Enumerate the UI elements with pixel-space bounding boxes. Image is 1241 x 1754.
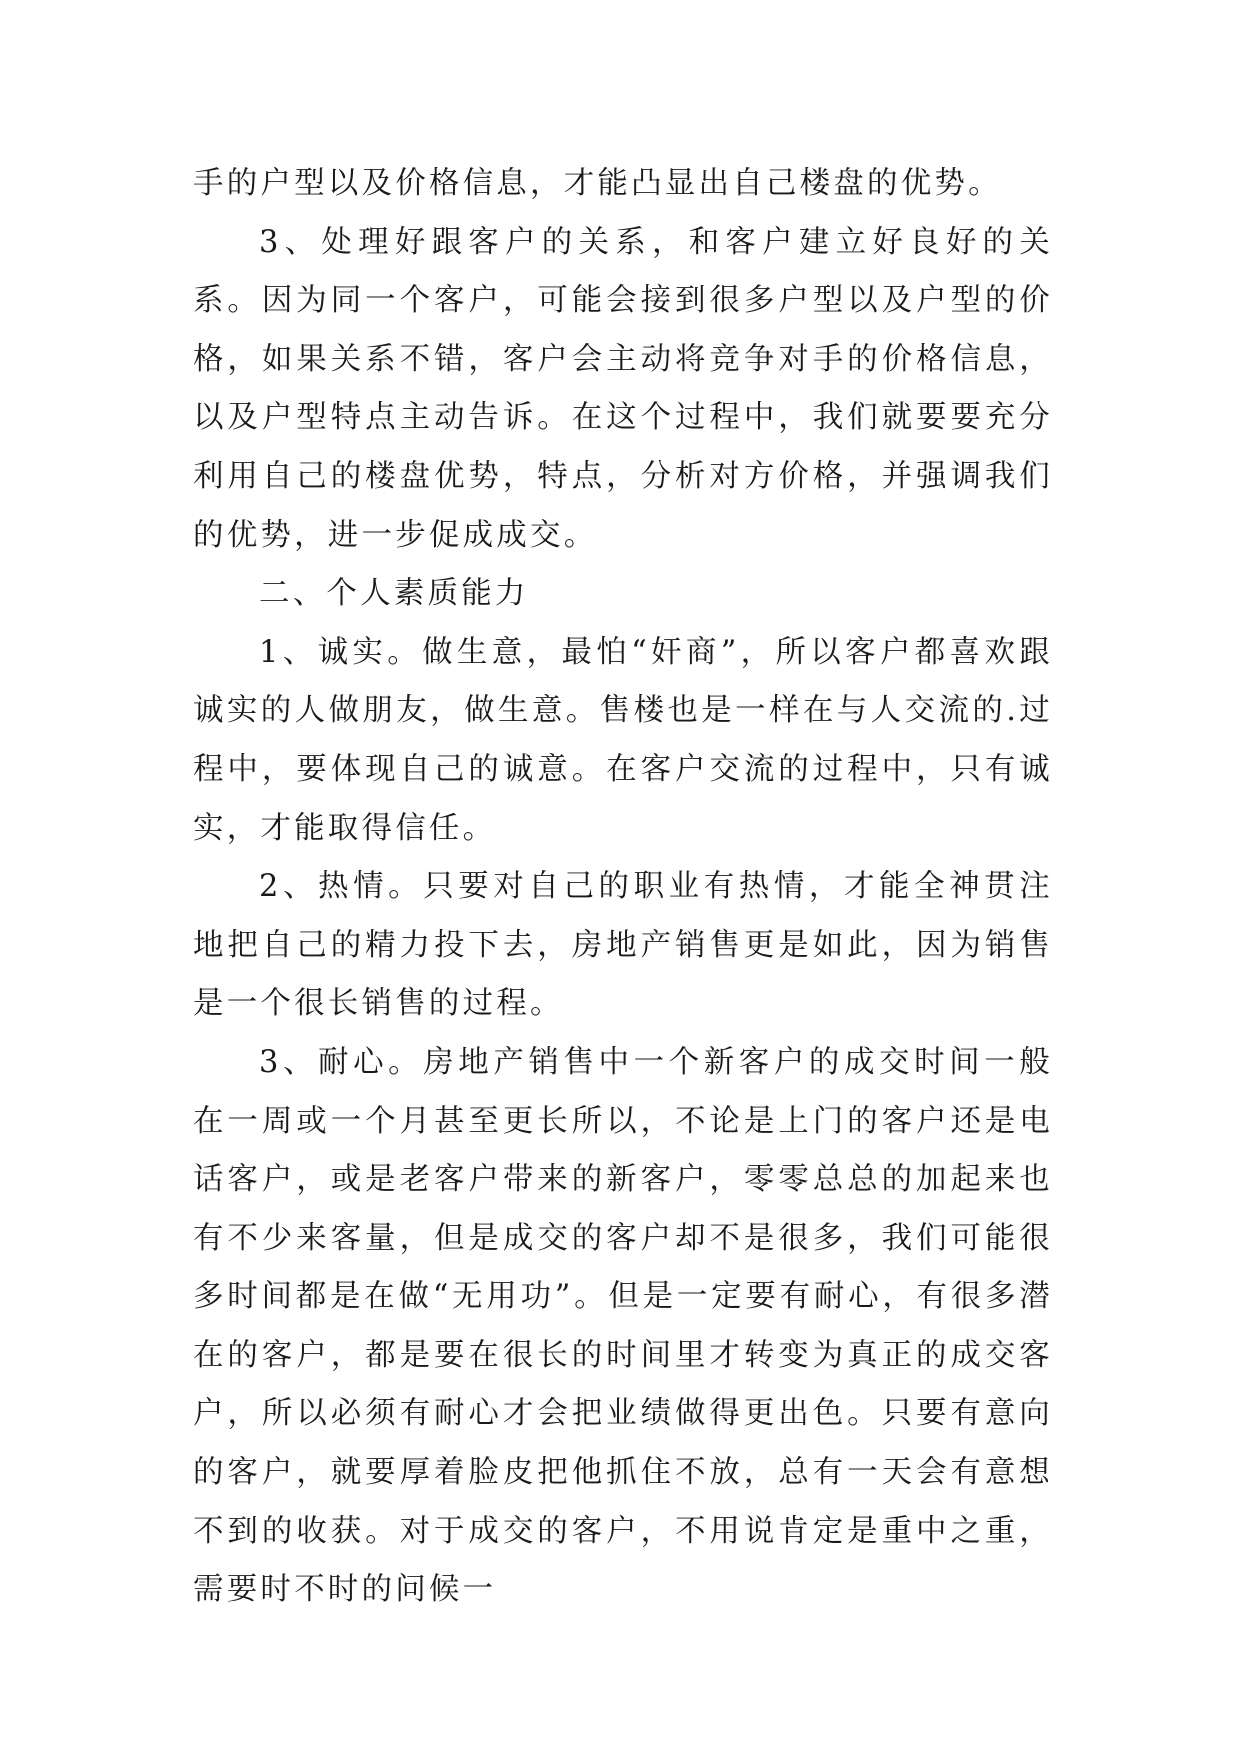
document-body <box>193 155 1053 1620</box>
paragraph-customer-relations: 3、处理好跟客户的关系，和客户建立好良好的关系。因为同一个客户，可能会接到很多户型以及户型的价格，如果关系不错，客户会主动将竞争对手的价格信息，以及户型特点主动告诉。在这个过程中，我们就要要充分利用自己的楼盘优势，特点，分析对方价格，并强调我们的优势，进一步促成成交。 <box>193 224 1053 553</box>
paragraph-enthusiasm: 2、热情。只要对自己的职业有热情，才能全神贯注地把自己的精力投下去，房地产销售更是如此，因为销售是一个很长销售的过程。 <box>193 869 1053 1022</box>
paragraph-patience: 3、耐心。房地产销售中一个新客户的成交时间一般在一周或一个月甚至更长所以，不论是上门的客户还是电话客户，或是老客户带来的新客户，零零总总的加起来也有不少来客量，但是成交的客户却不是很多，我们可能很多时间都是在做“无用功”。但是一定要有耐心，有很多潜在的客户，都是要在很长的时间里才转变为真正的成交客户，所以必须有耐心才会把业绩做得更出色。只要有意向的客户，就要厚着脸皮把他抓住不放，总有一天会有意想不到的收获。对于成交的客户，不用说肯定是重中之重，需要时不时的问候一 <box>193 1044 1053 1608</box>
paragraph-honesty: 1、诚实。做生意，最怕“奸商”，所以客户都喜欢跟诚实的人做朋友，做生意。售楼也是一样在与人交流的.过程中，要体现自己的诚意。在客户交流的过程中，只有诚实，才能取得信任。 <box>193 634 1053 846</box>
section-heading-personal-quality: 二、个人素质能力 <box>259 576 529 612</box>
paragraph-continuation: 手的户型以及价格信息，才能凸显出自己楼盘的优势。 <box>193 166 1002 201</box>
